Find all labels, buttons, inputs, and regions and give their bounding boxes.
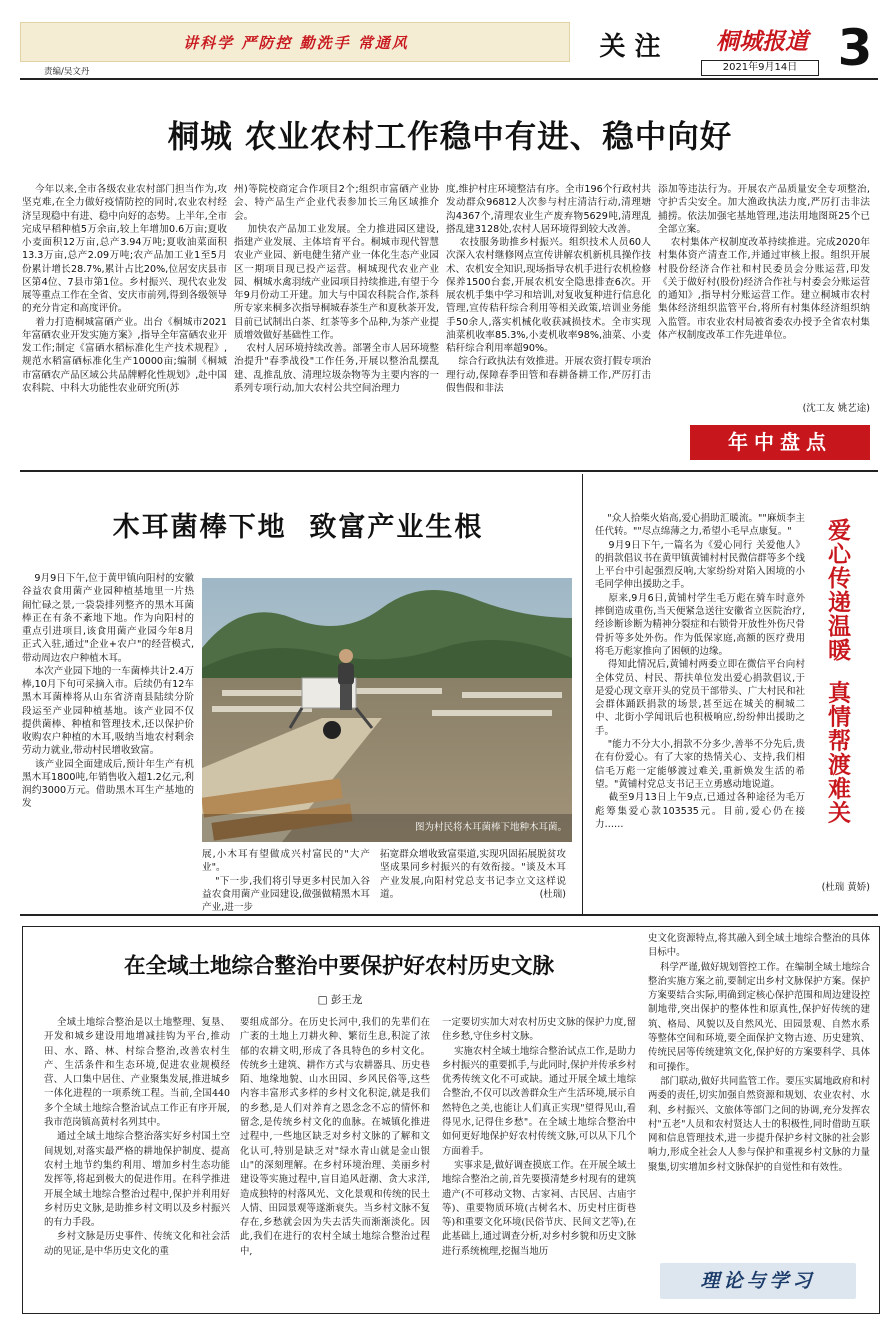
- article3-title: 爱心传递温暖 真情帮渡难关: [824, 518, 851, 825]
- headline-land-remediation: 在全域土地综合整治中要保护好农村历史文脉: [123, 954, 554, 979]
- article4-column-4: 史文化资源特点,将其融入到全域土地综合整治的具体目标中。 科学严谨,做好规划管控工作。在编制全域土地综合整治实施方案之前,要制定出乡村文脉保护方案。保护方案要结合实际,明确到定核心保护范围和周边建设控制地带,突出保护的整体性和原真性,保护好传统的建筑、格局、风貌以及自然风光、田园景观、自然水系等整体空间和环境,要全面保护文物古迹、历史建筑、传统民居等传统建筑文化,保护好的方案要科学、具体和可操作。 部门联动,做好共同监管工作。要压实属地政府和村两委的责任,切实加强自然资源和规划、农业农村、水利、乡村振兴、文旅体等部门之间的协调,充分发挥农村"五老"人员和农村贤达人士的积极性,同时借助互联网和信息管理技术,进一步提升保护乡村文脉的社会影响力,形成全社会人人参与保护和重视乡村文脉的力量聚集,切实增加乡村文脉保护的自觉性和有效性。: [648, 933, 871, 1173]
- slogan-text: 讲科学 严防控 勤洗手 常通风: [183, 34, 409, 52]
- section-divider-2: [20, 914, 878, 916]
- article1-column-2: 州)等院校商定合作项目2个;组织市富硒产业协会、特产品生产企业代表参加长三角区域推介会。 加快农产品加工业发展。全力推进园区建设,指建产业发展、主体培育平台。桐城市现代智慧农业产业园、新电健生猪产业一体化生态产业园区一期项目现已投产运营。桐城现代农业产业园、桐城水禽羽绒产业园项目持续推进,有望于今年9月份动工开建。加大与中国农科院合作,茶科所专家来桐多次指导桐城春茶生产和夏秋茶开发,目前已试制出白茶、红茶等多个品种,为茶产业提质增效做好基础性工作。 农村人居环境持续改善。部署全市人居环境整治提升"春季战役"工作任务,开展以整治乱摆乱建、乱推乱放、清理垃圾杂物等为主要内容的一系列专项行动,加大农村公共空间治理力: [234, 184, 439, 394]
- article2-byline: (杜瑞): [539, 889, 566, 900]
- section-divider-1: [20, 470, 878, 472]
- editor-credit: 责编/吴文丹: [44, 67, 90, 77]
- masthead-rule: [20, 78, 878, 80]
- headline-agriculture: 桐城 农业农村工作稳中有进、稳中向好: [167, 118, 733, 155]
- column-divider: [582, 474, 583, 914]
- article2-column-3: 拓宽群众增收致富渠道,实现巩固拓展脱贫攻坚成果同乡村振兴的有效衔接。"谈及木耳产业发展,向阳村党总支书记李立文这样说道。: [380, 849, 566, 900]
- article2-column-1: 9月9日下午,位于黄甲镇向阳村的安徽谷益农食用菌产业园种植基地里一片热闹忙碌之景,一袋袋排列整齐的黑木耳菌棒正在有条不紊地下地。作为向阳村的重点引进项目,该食用菌产业园今年8月正式入驻,通过"企业+农户"的经营模式,带动周边农户种植木耳。 本次产业园下地的一车菌棒共计2.4万棒,10月下旬可采摘入市。后续仍有12车黑木耳菌棒将从山东省济南县陆续分阶段运至产业园种植基地。该产业园不仅提供菌棒、种植和管理技术,还以保护价收购农户种植的木耳,吸纳当地农村剩余劳动力就业,带动村民增收致富。 该产业园全面建成后,预计年生产有机黑木耳1800吨,年销售收入超1.2亿元,利润约3000万元。借助黑木耳生产基地的发: [22, 573, 195, 810]
- slogan-banner: [20, 22, 570, 62]
- article3-byline: (杜瑞 黄娇): [821, 882, 870, 893]
- article2-column-2: 展,小木耳有望做成兴村富民的"大产业"。 "下一步,我们将引导更多村民加入谷益农食用菌产业园建设,做强做精黑木耳产业,进一步: [202, 849, 370, 913]
- article1-column-1: 今年以来,全市各级农业农村部门担当作为,攻坚克难,在全力做好疫情防控的同时,农业农村经济呈现稳中有进、稳中向好的态势。上半年,全市完成早稻种植5万余亩,较上年增加0.6万亩;夏收小麦面积12万亩,总产3.94万吨;夏收油菜面积13.3万亩,总产2.09万吨;农产品加工业1至5月份累计增长28.7%,累计占比20%,位居安庆县市区第4位、7县市第1位。乡村振兴、现代农业发展等重点工作在全省、安庆市前列,得到各级领导的充分肯定和高度评价。 着力打造桐城富硒产业。出台《桐城市2021年富硒农业开发实施方案》,指导全年富硒农业开发工作;制定《富硒水稻标准化生产技术规程》,规范水稻富硒标准化生产10000亩;编制《桐城市富硒农产品区域公共品牌孵化性规划》,赴中国农科院、中科大功能性农业研究所(苏: [22, 184, 228, 394]
- theory-learning-badge-text: 理论与学习: [700, 1270, 816, 1292]
- headline-fungus: 木耳菌棒下地 致富产业生根: [112, 512, 484, 543]
- article1-column-3: 度,维护村庄环境整洁有序。全市196个行政村共发动群众96812人次参与村庄清洁行动,清理塘沟4367个,清理农业生产废弃物5629吨,清理乱搭乱建3128处,农村人居环境得到较大改善。 农技服务助推乡村振兴。组织技术人员60人次深入农村继修网点宣传讲解农机新机具操作技术、农机安全知识,现场指导农机手进行农机检修保养1500台套,开展农机安全隐患排查6次。开展农机手集中学习和培训,对复收复种进行信息化管理,宣传秸秆综合利用等相关政策,培训业务能手50余人,落实机械化收获减损技术。全市实现油菜机收率85.3%,小麦机收率98%,油菜、小麦秸秆综合利用率超90%。 综合行政执法有效推进。开展农资打假专项治理行动,保障春季田管和春耕备耕工作,严厉打击假售假和非法: [446, 184, 651, 394]
- article1-column-4: 添加等违法行为。开展农产品质量安全专项整治,守护舌尖安全。加大渔政执法力度,严厉打击非法捕捞。依法加强宅基地管理,违法用地图斑25个已全部立案。 农村集体产权制度改革持续推进。完成2020年村集体资产清查工作,并通过审核上报。组织开展村股份经济合作社和村民委员会分账运营,印发《关于做好村(股份)经济合作社与村委会分账运营的通知》,指导村分账运营工作。建立桐城市农村集体经济组织监管平台,将所有村集体经济组织纳入监管。市农业农村局被省委农办授予全省农村集体产权制度改革工作先进单位。: [658, 184, 870, 341]
- issue-date: 2021年9月14日: [701, 60, 819, 76]
- photo-illustration: [202, 578, 572, 842]
- photo-caption: 图为村民将木耳菌棒下地种木耳菌。: [414, 822, 567, 833]
- fungus-field-photo: [202, 578, 572, 842]
- article4-author: □ 彭王龙: [317, 994, 363, 1006]
- year-review-badge: [690, 425, 870, 460]
- article4-column-1: 全域土地综合整治是以土地整理、复垦、开发和城乡建设用地增减挂钩为平台,推动田、水、路、林、村综合整治,改善农村生产、生活条件和生态环境,促进农业规模经营、人口集中居住、产业聚集发展,推进城乡一体化进程的一项系统工程。当前,全国440多个全域土地综合整治试点工作正有序开展,我市范岗镇高黄村名列其中。 通过全域土地综合整治落实好乡村国土空间规划,对落实最严格的耕地保护制度、提高农村土地节约集约利用、增加乡村生态功能发挥等,将起到极大的促进作用。在科学推进开展全域土地综合整治过程中,保护并利用好乡村历史文脉,是助推乡村文明以及乡村振兴的有力手段。 乡村文脉是历史事件、传统文化和社会活动的见证,是中华历史文化的重: [44, 1017, 230, 1257]
- masthead: [0, 0, 887, 80]
- article3-body: "众人拾柴火焰高,爱心捐助汇暖流。""麻烦李主任代转。""尽点绵薄之力,希望小毛早点康复。" 9月9日下午,一篇名为《爱心同行 关爱他人》的捐款倡议书在黄甲镇黄铺村村民微信群等多个线上平台中引起强烈反响,大家纷纷对陷入困境的小毛同学伸出援助之手。 原来,9月6日,黄铺村学生毛万彪在骑车时意外摔倒造成重伤,当天便紧急送往安徽省立医院治疗,经诊断诊断为精神分裂症和右锁骨开放性外伤尺骨骨折等多处外伤。作为低保家庭,高额的医疗费用将毛万彪家推向了困顿的边缘。 得知此情况后,黄铺村两委立即在微信平台向村全体党员、村民、帮扶单位发出爱心捐款倡议,于是爱心现文章开头的党员干部带头、广大村民和社会群体踊跃捐款的场景,甚至远在城关的桐城二中、北街小学闻讯后也积极响应,纷纷伸出援助之手。 "能力不分大小,捐款不分多少,善举不分先后,贵在有份爱心。有了大家的热情关心、支持,我们相信毛万彪一定能够渡过难关,重新焕发生活的希望。"黄铺村党总支书记王立勇感动地说道。 截至9月13日上午9点,已通过各种途径为毛万彪筹集爱心款103535元。目前,爱心仍在接力……: [595, 513, 805, 830]
- article4-column-2: 要组成部分。在历史长河中,我们的先辈们在广袤的土地上刀耕火种、繁衍生息,积淀了浓郁的农耕文明,形成了各具特色的乡村文化。传统乡土建筑、耕作方式与农耕器具、历史巷陌、地缘地貌、山水田园、乡风民俗等,这些内容丰富形式多样的乡村文化积淀,就是我们的乡愁,是人们对养育之恩念念不忘的情怀和留念,是传统乡村文化的血脉。在城镇化推进过程中,一些地区缺乏对乡村文脉的了解和文化认可,特别是缺乏对"绿水青山就是金山银山"的深刻理解。在乡村环境治理、美丽乡村建设等实施过程中,盲目追风赶潮、贪大求洋,造成独特的村落风光、文化景观和传统的民土人情、田园景观等遂渐衰失。当乡村文脉不复存在,乡愁就会因为失去活失而渐渐淡化。因此,我们在进行的农村全域土地综合整治过程中,: [240, 1017, 430, 1257]
- theory-learning-badge: [660, 1263, 856, 1299]
- article4-column-3: 一定要切实加大对农村历史文脉的保护力度,留住乡愁,守住乡村文脉。 实施农村全域土地综合整治试点工作,是助力乡村振兴的重要抓手,与此同时,保护并传承乡村优秀传统文化不可或缺。通过开展全域土地综合整治,不仅可以改善群众生产生活环境,展示自然特色之美,也能让人们真正实现"望得见山,看得见水,记得住乡愁"。在全域土地综合整治中如何更好地保护好农村传统文脉,可以从下几个方面着手。 实事求是,做好调查摸底工作。在开展全域土地综合整治之前,首先要摸清楚乡村现有的建筑遗产(不可移动文物、古家祠、古民居、古庙宇等)、重要物质环境(古树名木、历史村庄街巷等)和重要文化环境(民俗节庆、民间文艺等),在此基础上,通过调查分析,对乡村乡貌和历史文脉进行系统梳理,挖掘当地历: [442, 1017, 637, 1257]
- year-review-badge-text: 年中盘点: [728, 430, 832, 454]
- section-label: 关 注: [599, 32, 661, 62]
- paper-name: 桐城报道: [716, 28, 808, 55]
- page-number: 3: [837, 19, 873, 77]
- article1-byline: (沈工友 姚艺途): [802, 403, 870, 414]
